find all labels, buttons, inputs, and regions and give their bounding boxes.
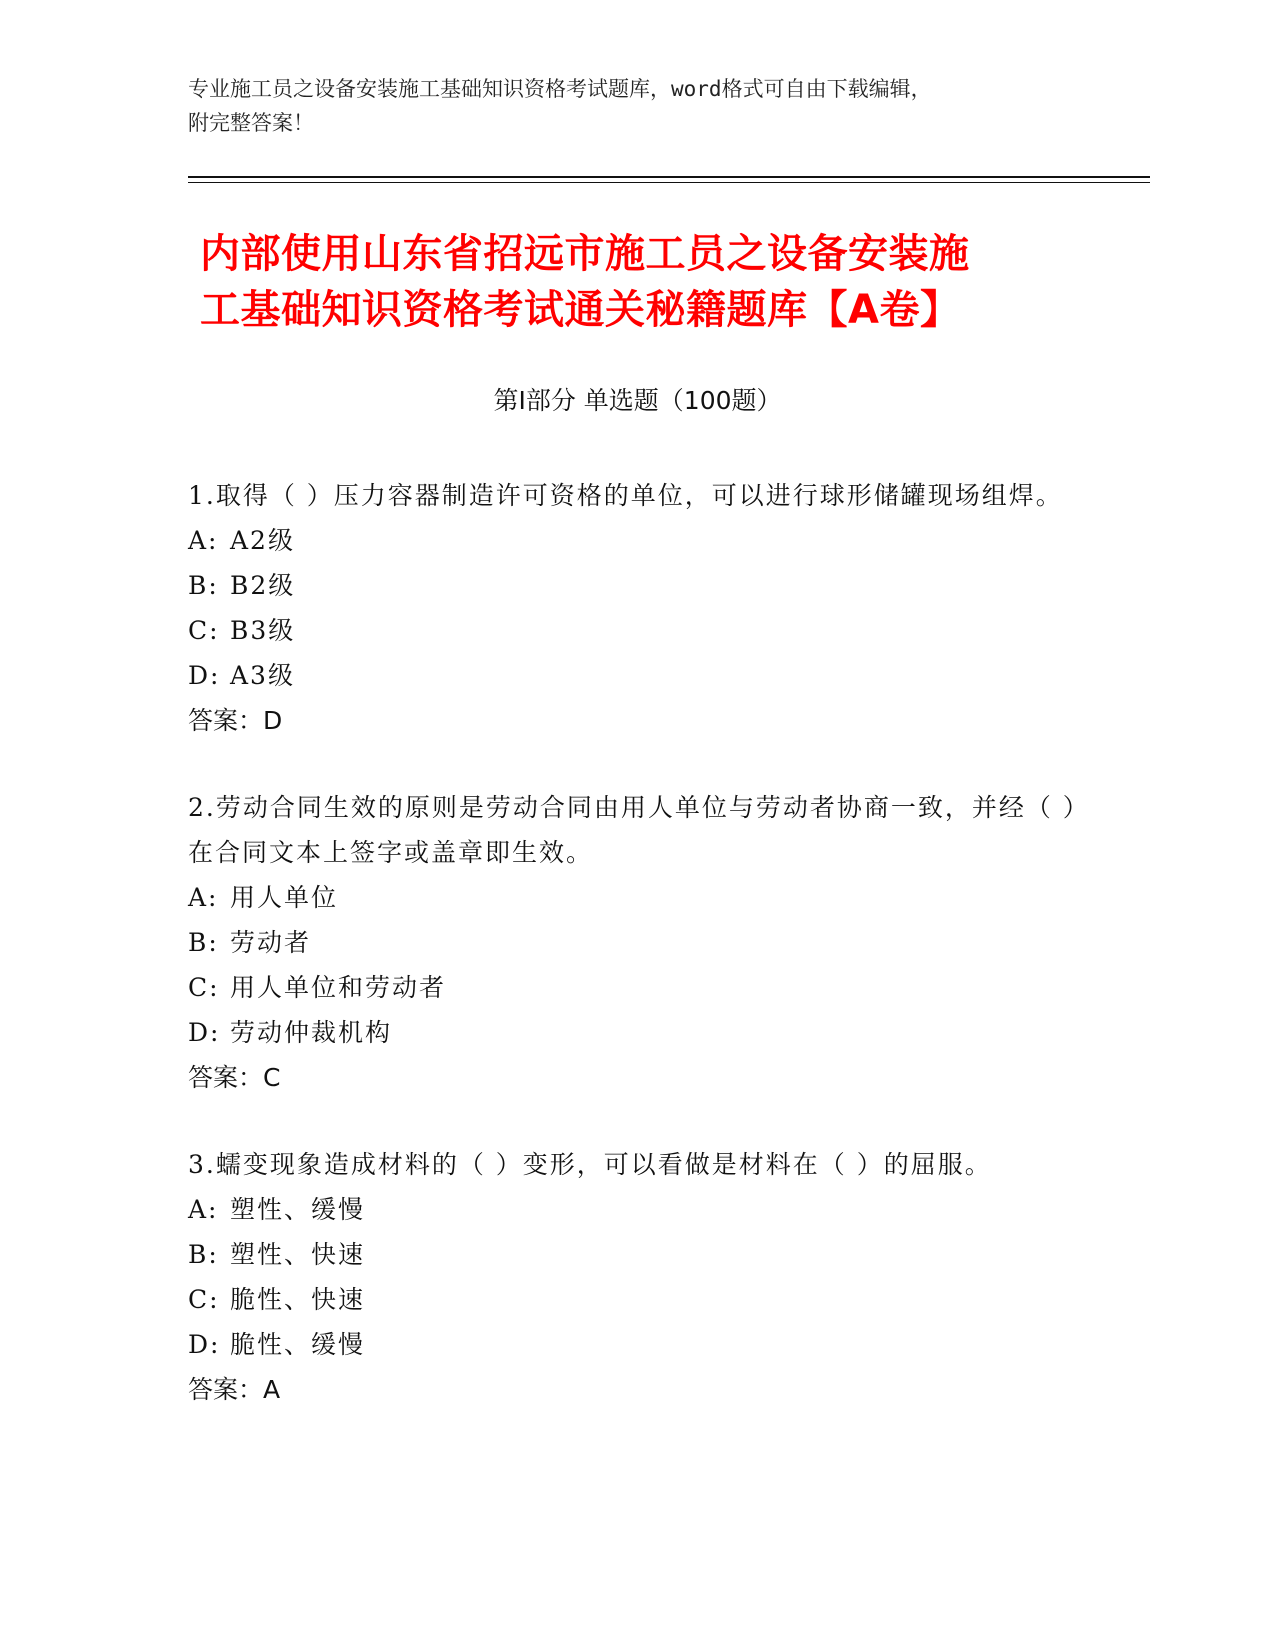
option-text: A2级 bbox=[230, 526, 295, 555]
option-d bbox=[188, 1322, 1088, 1367]
option-key: A: bbox=[188, 526, 219, 555]
option-d bbox=[188, 653, 1088, 698]
option-text: 塑性、快速 bbox=[230, 1240, 366, 1269]
header-divider-thin bbox=[188, 182, 1150, 183]
question-stem: 1.取得（ ）压力容器制造许可资格的单位，可以进行球形储罐现场组焊。 bbox=[188, 481, 1063, 510]
option-key: B: bbox=[188, 928, 219, 957]
option-key: C: bbox=[188, 973, 220, 1002]
option-key: D: bbox=[188, 1018, 221, 1047]
question-stem: 2.劳动合同生效的原则是劳动合同由用人单位与劳动者协商一致，并经（ ）在合同文本上签字或盖章即生效。 bbox=[188, 793, 1078, 867]
answer-line: 答案：C bbox=[188, 1063, 281, 1092]
header-divider-thick bbox=[188, 176, 1150, 178]
section-title: 第Ⅰ部分 单选题（100题） bbox=[493, 386, 782, 415]
question-list bbox=[188, 473, 1088, 1454]
option-key: C: bbox=[188, 616, 220, 645]
option-text: B2级 bbox=[230, 571, 296, 600]
option-key: B: bbox=[188, 571, 219, 600]
option-b bbox=[188, 563, 1088, 608]
option-a bbox=[188, 518, 1088, 563]
option-text: 脆性、缓慢 bbox=[230, 1330, 366, 1359]
option-key: C: bbox=[188, 1285, 220, 1314]
header-note bbox=[188, 72, 1088, 140]
question-item bbox=[188, 785, 1088, 1100]
header-note-line-1: 专业施工员之设备安装施工基础知识资格考试题库，word格式可自由下载编辑， bbox=[188, 77, 932, 101]
question-item bbox=[188, 473, 1088, 743]
answer-line: 答案：D bbox=[188, 706, 283, 735]
option-b bbox=[188, 1232, 1088, 1277]
option-key: D: bbox=[188, 1330, 221, 1359]
question-stem: 3.蠕变现象造成材料的（ ）变形，可以看做是材料在（ ）的屈服。 bbox=[188, 1150, 992, 1179]
option-c bbox=[188, 965, 1088, 1010]
answer-line: 答案：A bbox=[188, 1375, 281, 1404]
option-text: 脆性、快速 bbox=[230, 1285, 366, 1314]
option-key: A: bbox=[188, 1195, 219, 1224]
question-item bbox=[188, 1142, 1088, 1412]
option-key: D: bbox=[188, 661, 221, 690]
option-text: 塑性、缓慢 bbox=[230, 1195, 366, 1224]
option-a bbox=[188, 1187, 1088, 1232]
option-text: 劳动仲裁机构 bbox=[230, 1018, 393, 1047]
option-key: A: bbox=[188, 883, 219, 912]
option-d bbox=[188, 1010, 1088, 1055]
option-text: 用人单位 bbox=[230, 883, 339, 912]
document-title bbox=[200, 226, 1100, 338]
option-key: B: bbox=[188, 1240, 219, 1269]
option-text: 劳动者 bbox=[230, 928, 312, 957]
option-c bbox=[188, 608, 1088, 653]
option-text: A3级 bbox=[230, 661, 295, 690]
document-title-line-1: 内部使用山东省招远市施工员之设备安装施 bbox=[200, 231, 970, 277]
option-text: 用人单位和劳动者 bbox=[230, 973, 447, 1002]
option-b bbox=[188, 920, 1088, 965]
option-a bbox=[188, 875, 1088, 920]
option-text: B3级 bbox=[230, 616, 296, 645]
header-note-line-2: 附完整答案！ bbox=[188, 111, 314, 135]
option-c bbox=[188, 1277, 1088, 1322]
document-title-line-2: 工基础知识资格考试通关秘籍题库【A卷】 bbox=[200, 287, 961, 333]
